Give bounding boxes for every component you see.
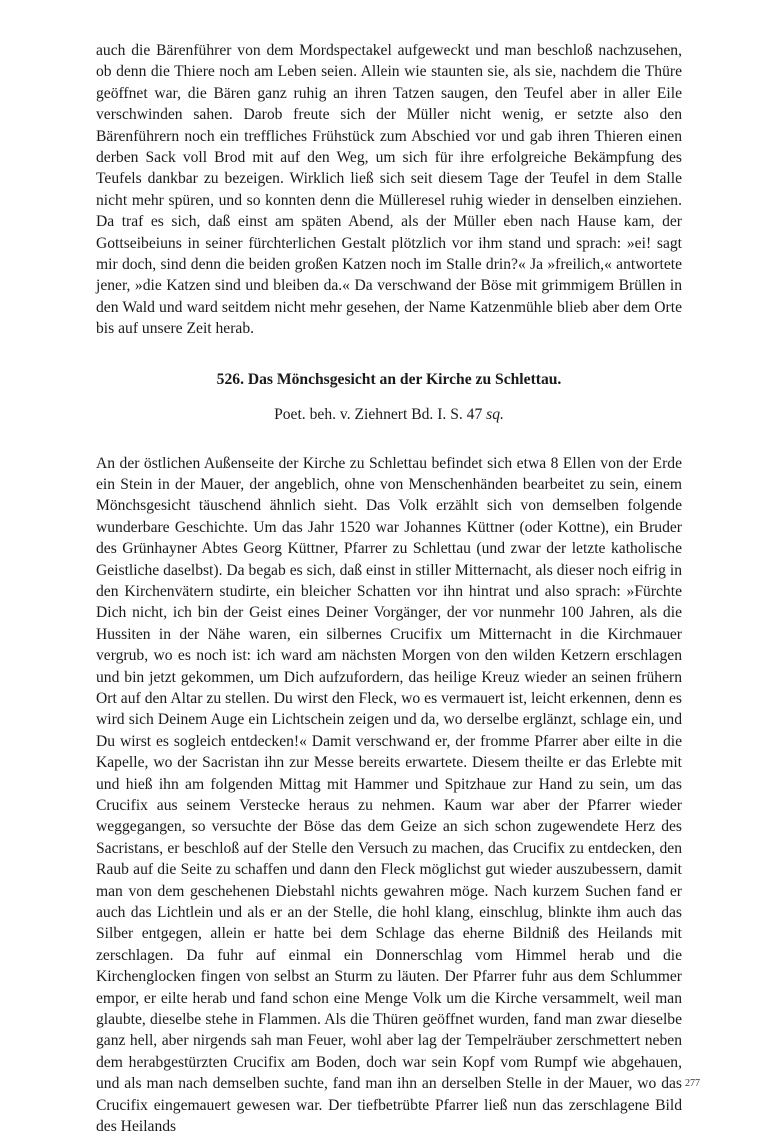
section-heading: 526. Das Mönchsgesicht an der Kirche zu Schlettau.	[216, 370, 562, 388]
source-citation-text: Poet. beh. v. Ziehnert Bd. I. S. 47	[274, 406, 487, 424]
source-citation-italic: sq.	[486, 406, 504, 424]
paragraph-legend: An der östlichen Außenseite der Kirche zu Schlettau befindet sich etwa 8 Ellen von der Erde ein Stein in der Mauer, der angeblich, ohne von Menschenhänden bearbeitet zu sein, einem Mönchsgesicht täuschend ähnlich sieht. Das Volk erzählt sich von demselben folgende wunderbare Geschichte. Um das Jahr 1520 war Johannes Küttner (oder Kottne), ein Bruder des Grünhayner Abtes Georg Küttner, Pfarrer zu Schlettau (und zwar der letzte katholische Geistliche daselbst). Da begab es sich, daß einst in stiller Mitternacht, als dieser noch eifrig in den Kirchenvätern studirte, ein bleicher Schatten vor ihn hintrat und also sprach: »Fürchte Dich nicht, ich bin der Geist eines Deiner Vorgänger, der vor nunmehr 100 Jahren, als die Hussiten in der Nähe waren, ein silbernes Crucifix um Mitternacht in die Kirchmauer vergrub, wo es noch ist: ich ward am nächsten Morgen von den wilden Ketzern erschlagen und bin jetzt gekommen, um Dich aufzufordern, das heilige Kreuz wieder an seinen frühern Ort auf den Altar zu stellen. Du wirst den Fleck, wo es vermauert ist, leicht erkennen, denn es wird sich Deinem Auge ein Lichtschein zeigen und da, wo derselbe erglänzt, schlage ein, und Du wirst es sogleich entdecken!« Damit verschwand er, der fromme Pfarrer aber eilte in die Kapelle, wo der Sacristan ihn zur Messe bereits erwartete. Diesem theilte er das Erlebte mit und hieß ihn am folgenden Mittag mit Hammer und Spitzhaue zur Hand zu sein, um das Crucifix aus seinem Verstecke heraus zu nehmen. Kaum war aber der Pfarrer wieder weggegangen, so versuchte der Böse das dem Geize an sich schon zugewendete Herz des Sacristans, er beschloß auf der Stelle den Versuch zu machen, das Crucifix zu entdecken, den Raub auf die Seite zu schaffen und dann den Fleck möglichst gut wieder auszubessern, damit man von dem geschehenen Diebstahl nichts gewahren möge. Nach kurzem Suchen fand er auch das Lichtlein und als er an der Stelle, die hohl klang, einschlug, blinkte ihm auch das Silber entgegen, allein er hatte bei dem Schlage das eherne Bildniß des Heilands mit zerschlagen. Da fuhr auf einmal ein Donnerschlag vom Himmel herab und die Kirchenglocken fingen von selbst an Sturm zu läuten. Der Pfarrer fuhr aus dem Schlummer empor, er eilte herab und fand schon eine Menge Volk um die Kirche versammelt, weil man glaubte, dieselbe stehe in Flammen. Als die Thüren geöffnet wurden, fand man zwar dieselbe ganz hell, aber nirgends sah man Feuer, wohl aber lag der Tempelräuber zerschmettert neben dem herabgestürzten Crucifix am Boden, doch war sein Kopf vom Rumpf wie abgehauen, und als man nach demselben suchte, fand man ihn an derselben Stelle in der Mauer, wo das Crucifix eingemauert gewesen war. Der tiefbetrübte Pfarrer ließ nun das zerschlagene Bild des Heilands	[96, 454, 682, 1136]
source-citation	[96, 404, 682, 425]
page-content	[96, 40, 682, 1138]
page-number: 277	[685, 1078, 700, 1089]
paragraph-continuation: auch die Bärenführer von dem Mordspectakel aufgeweckt und man beschloß nachzusehen, ob denn die Thiere noch am Leben seien. Allein wie staunten sie, als sie, nachdem die Thüre geöffnet war, die Bären ganz ruhig an ihren Tatzen saugen, den Teufel aber in aller Eile verschwinden sahen. Darob freute sich der Müller nicht wenig, er setzte also den Bärenführern noch ein treffliches Frühstück zum Abschied vor und gab ihren Thieren einen derben Sack voll Brod mit auf den Weg, um sich für ihre erfolgreiche Bekämpfung des Teufels dankbar zu bezeigen. Wirklich ließ sich seit diesem Tage der Teufel in dem Stalle nicht mehr spüren, und so konnten denn die Mülleresel ruhig wieder in denselben einziehen. Da traf es sich, daß einst am späten Abend, als der Müller eben nach Hause kam, der Gottseibeiuns in seiner fürchterlichen Gestalt plötzlich vor ihm stand und sprach: »ei! sagt mir doch, sind denn die beiden großen Katzen noch im Stalle drin?« Ja »freilich,« antwortete jener, »die Katzen sind und bleiben da.« Da verschwand der Böse mit grimmigem Brüllen in den Wald und ward seitdem nicht mehr gesehen, der Name Katzenmühle blieb aber dem Orte bis auf unsere Zeit herab.	[96, 42, 682, 338]
